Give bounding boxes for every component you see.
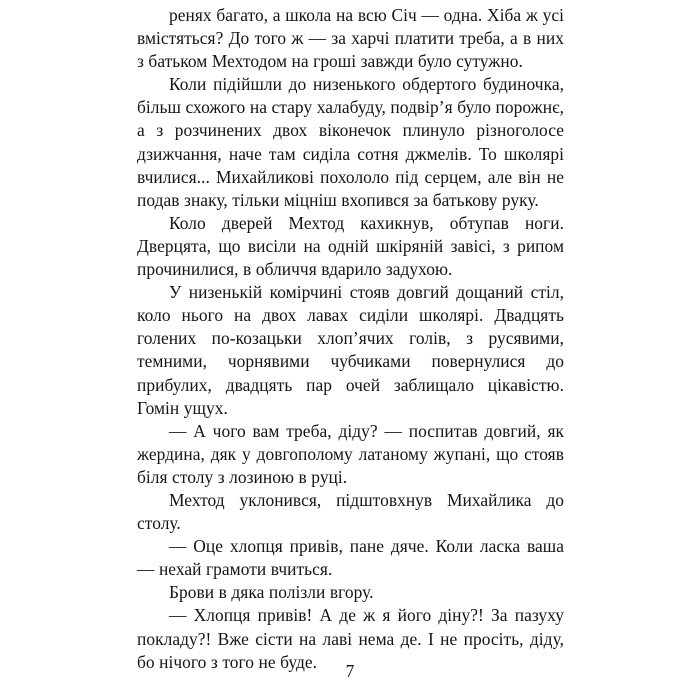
body-paragraph: — А чого вам треба, діду? — поспитав довгий, як жердина, дяк у довгополому латаному жупані, що стояв біля столу з лозиною в руці. [137, 420, 564, 487]
body-paragraph: Коли підійшли до низенького обдертого будиночка, більш схожого на стару халабуду, подвір’я було порожнє, а з розчинених двох віконечок плинуло різноголосе дзижчання, наче там сиділа сотня джмелів. То школярі вчилися... Михайликові похололо під серцем, але він не подав знаку, тільки міцніш вхопився за батькову руку. [137, 74, 564, 210]
body-paragraph: Коло дверей Мехтод кахикнув, обтупав ноги. Дверцята, що висіли на одній шкіряній завісі, з рипом прочинилися, в обличчя вдарило задухою. [137, 212, 564, 280]
page-text-block [137, 4, 564, 674]
page-number: 7 [345, 661, 355, 681]
body-paragraph: У низенькій комірчині стояв довгий дощаний стіл, коло нього на двох лавах сиділи школярі. Двадцять голених по-козацьки хлоп’ячих голів, з русявими, темними, чорнявими чубчиками повернулися до прибулих, двадцять пар очей заблищало цікавістю. Гомін ущух. [137, 282, 564, 418]
body-paragraph: Мехтод уклонився, підштовхнув Михайлика до столу. [137, 489, 564, 534]
body-paragraph: Брови в дяка полізли вгору. [169, 582, 374, 603]
body-paragraph: ренях багато, а школа на всю Січ — одна. Хіба ж усі вмістяться? До того ж — за харчі платити треба, а в них з батьком Мехтодом на гроші завжди було сутужно. [137, 5, 564, 72]
body-paragraph: — Оце хлопця привів, пане дяче. Коли ласка ваша — нехай грамоти вчиться. [137, 536, 564, 580]
body-paragraph: — Хлопця привів! А де ж я його діну?! За пазуху покладу?! Вже сісти на лаві нема де. І не просіть, діду, бо нічого з того не буде. [137, 605, 564, 672]
